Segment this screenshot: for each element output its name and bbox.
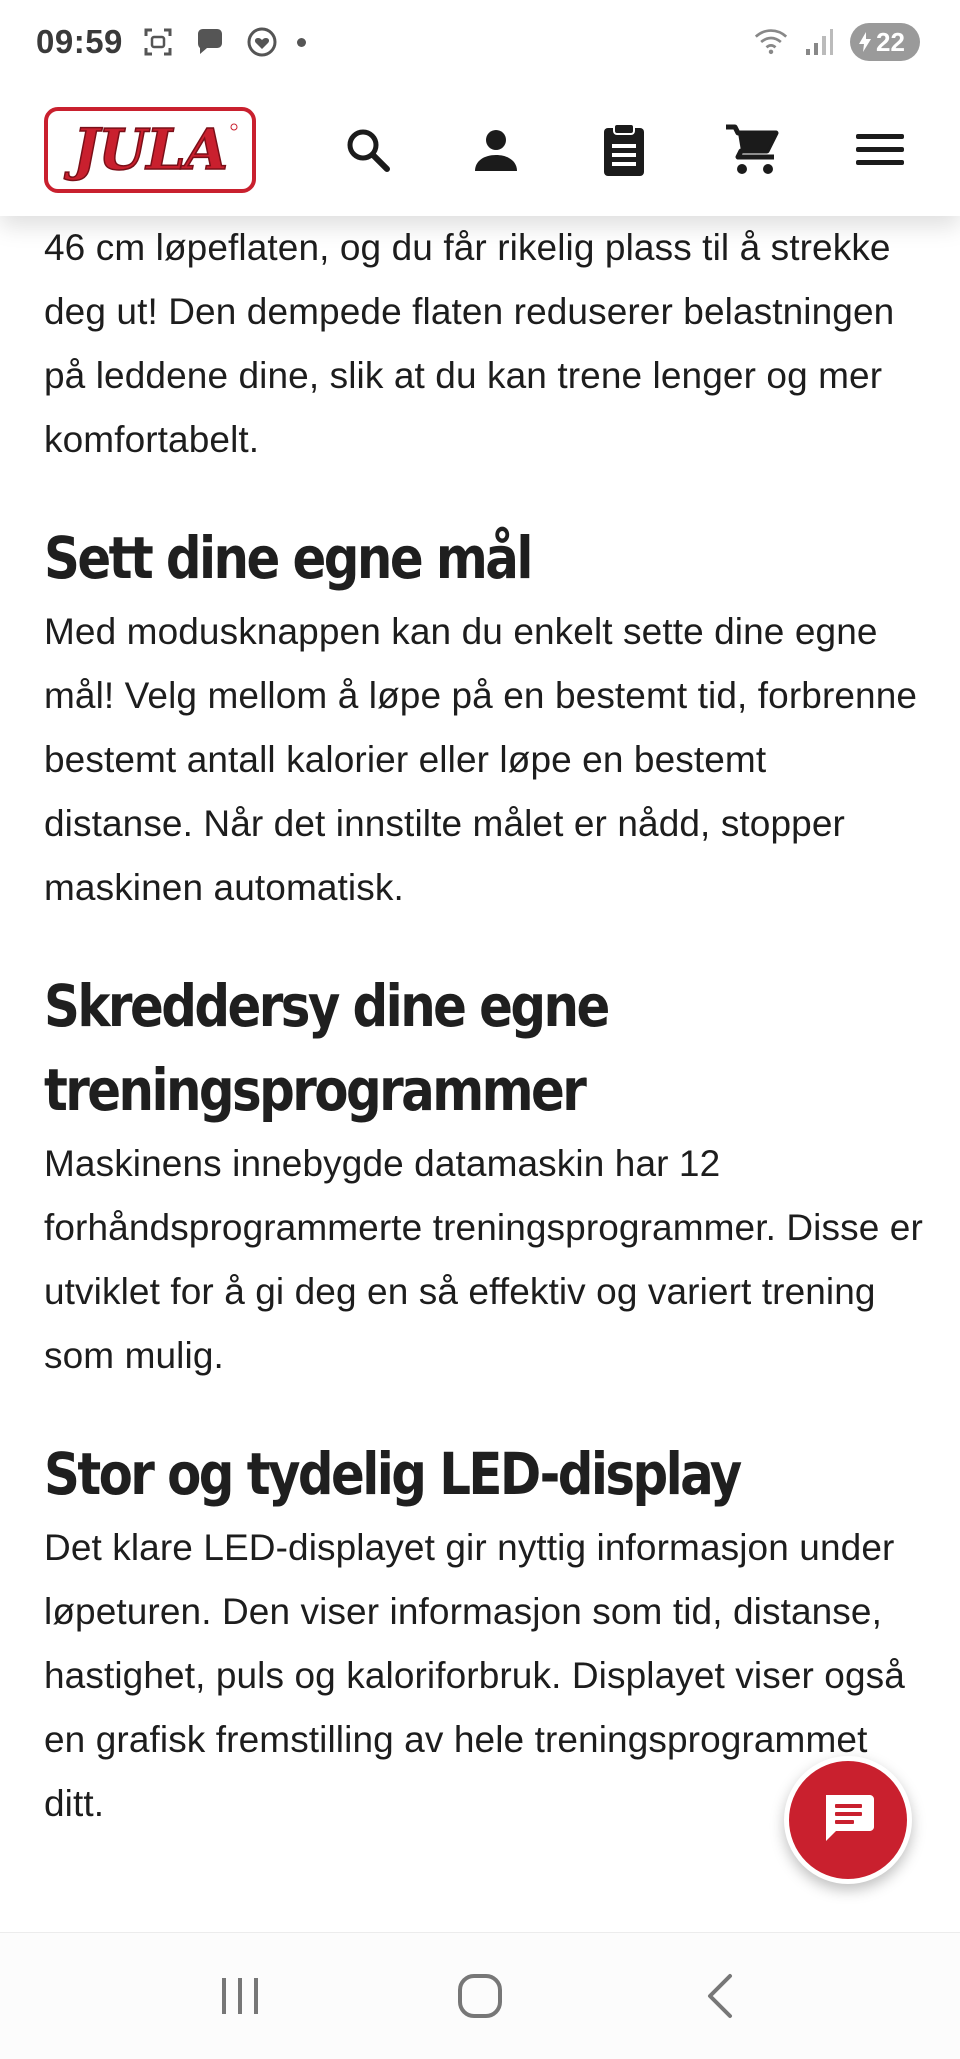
home-icon[interactable] — [440, 1956, 520, 2036]
account-icon[interactable] — [468, 122, 524, 178]
notification-dot — [297, 38, 306, 47]
status-bar — [0, 0, 960, 84]
recent-apps-icon[interactable] — [200, 1956, 280, 2036]
jula-logo[interactable] — [44, 107, 256, 193]
chat-bubble-icon — [193, 25, 227, 59]
signal-icon — [802, 25, 836, 59]
system-nav-bar — [0, 1932, 960, 2059]
cart-icon[interactable] — [724, 122, 780, 178]
svg-text:JULA: JULA — [72, 117, 228, 183]
section-text-goals: Med modusknappen kan du enkelt sette dine egne mål! Velg mellom å løpe på en bestemt tid, forbrenne bestemt antall kalorier eller løpe en bestemt distanse. Når det innstilte målet er nådd, stopper maskinen automatisk. — [44, 611, 918, 908]
chat-button[interactable] — [784, 1756, 912, 1884]
site-header — [0, 84, 960, 216]
section-heading-programs: Skreddersy dine egne treningsprogrammer — [44, 972, 608, 1124]
heart-monitor-icon — [245, 25, 279, 59]
section-text-display: Det klare LED-displayet gir nyttig informasjon under løpeturen. Den viser informasjon som tid, distanse, hastighet, puls og kaloriforbruk. Displayet viser også en grafisk fremstilling av hele treningsprogrammet ditt. — [44, 1527, 905, 1824]
wifi-icon — [754, 25, 788, 59]
clipboard-icon[interactable] — [596, 122, 652, 178]
battery-icon — [850, 23, 920, 61]
section-text-programs: Maskinens innebygde datamaskin har 12 forhåndsprogrammerte treningsprogrammer. Disse er utviklet for å gi deg en så effektiv og variert trening som mulig. — [44, 1143, 923, 1376]
chat-icon — [820, 1791, 876, 1850]
status-time: 09:59 — [36, 23, 123, 60]
section-heading-display: Stor og tydelig LED-display — [44, 1440, 740, 1508]
menu-icon[interactable] — [852, 122, 908, 178]
intro-paragraph: 46 cm løpeflaten, og du får rikelig plass til å strekke deg ut! Den dempede flaten reduserer belastningen på leddene dine, slik at du kan trene lenger og mer komfortabelt. — [44, 227, 895, 460]
battery-level: 22 — [876, 26, 905, 57]
section-heading-goals: Sett dine egne mål — [44, 524, 531, 592]
product-description — [44, 216, 924, 1836]
screenshot-icon — [141, 25, 175, 59]
search-icon[interactable] — [340, 122, 396, 178]
back-icon[interactable] — [680, 1956, 760, 2036]
